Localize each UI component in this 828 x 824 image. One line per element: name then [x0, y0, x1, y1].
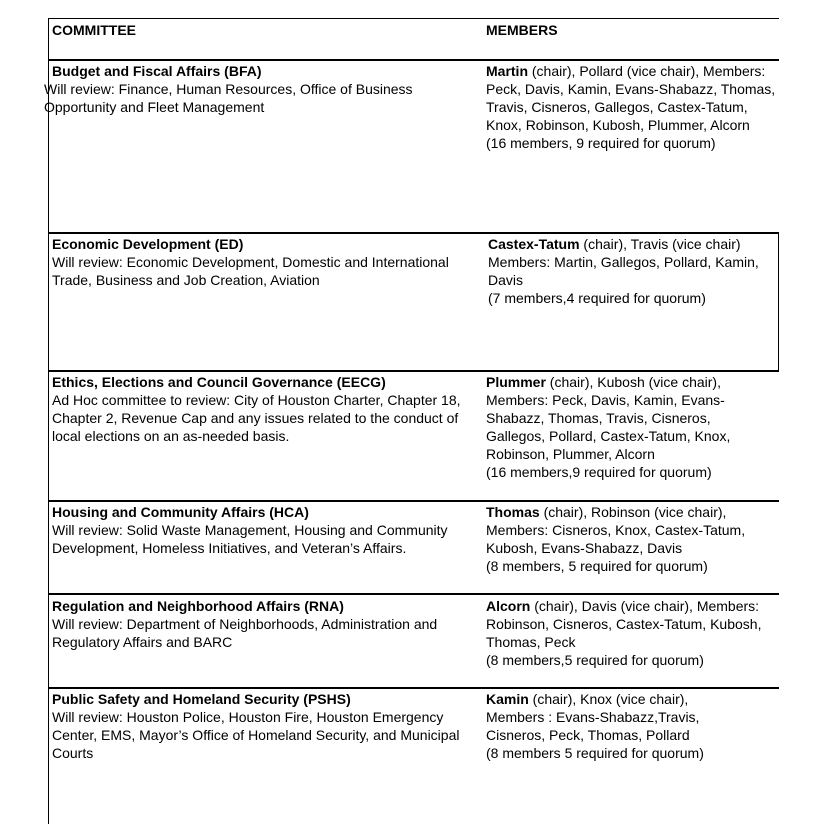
committee-title: Regulation and Neighborhood Affairs (RNA) — [52, 598, 344, 614]
row-divider-3 — [48, 500, 779, 502]
committee-review: Ad Hoc committee to review: City of Houston Charter, Chapter 18, Chapter 2, Revenue Cap and any issues related to the conduct of local elections on an as-needed basis. — [52, 392, 461, 444]
row-divider-5 — [48, 687, 779, 689]
quorum-text: (8 members 5 required for quorum) — [486, 745, 704, 761]
committee-review: Will review: Economic Development, Domestic and International Trade, Business and Job Creation, Aviation — [52, 254, 449, 288]
committee-review: Will review: Houston Police, Houston Fire, Houston Emergency Center, EMS, Mayor’s Office of Homeland Security, and Municipal Courts — [52, 709, 460, 761]
header-members: MEMBERS — [486, 22, 558, 38]
members-list: (chair), Kubosh (vice chair), Members: Peck, Davis, Kamin, Evans-Shabazz, Thomas, Travis, Cisneros, Gallegos, Pollard, Castex-Tatum, Knox, Robinson, Plummer, Alcorn — [486, 374, 731, 462]
committee-rna — [52, 597, 472, 651]
chair-name: Castex-Tatum — [488, 236, 580, 252]
members-pshs — [486, 690, 736, 762]
header-committee: COMMITTEE — [52, 22, 136, 38]
chair-name: Thomas — [486, 504, 540, 520]
members-ed — [488, 235, 778, 307]
chair-name: Kamin — [486, 691, 529, 707]
committee-title: Economic Development (ED) — [52, 236, 244, 252]
quorum-text: (16 members, 9 required for quorum) — [486, 135, 716, 151]
row-divider-1 — [48, 232, 779, 234]
row-divider-2 — [48, 370, 779, 372]
chair-name: Plummer — [486, 374, 546, 390]
committee-title: Budget and Fiscal Affairs (BFA) — [52, 63, 262, 79]
quorum-text: (16 members,9 required for quorum) — [486, 464, 712, 480]
committee-hca — [52, 503, 480, 557]
committee-eecg — [52, 373, 472, 445]
committee-ed — [52, 235, 480, 289]
chair-name: Alcorn — [486, 598, 531, 614]
committee-title: Ethics, Elections and Council Governance (EECG) — [52, 374, 386, 390]
members-hca — [486, 503, 786, 575]
members-bfa — [486, 62, 786, 152]
members-eecg — [486, 373, 756, 481]
chair-name: Martin — [486, 63, 528, 79]
row-divider-4 — [48, 593, 779, 595]
committee-review-line2: Opportunity and Fleet Management — [44, 99, 265, 115]
header-divider — [48, 59, 779, 61]
committee-review: Will review: Department of Neighborhoods, Administration and Regulatory Affairs and BARC — [52, 616, 438, 650]
committee-title: Public Safety and Homeland Security (PSHS) — [52, 691, 351, 707]
quorum-text: (8 members,5 required for quorum) — [486, 652, 704, 668]
committee-review: Will review: Solid Waste Management, Housing and Community Development, Homeless Initiatives, and Veteran’s Affairs. — [52, 522, 448, 556]
committee-review-line1: Will review: Finance, Human Resources, Office of Business — [44, 81, 413, 97]
members-list: (chair), Knox (vice chair), Members : Evans-Shabazz,Travis, Cisneros, Peck, Thomas, Pollard — [486, 691, 700, 743]
members-list: (chair), Davis (vice chair), Members: Robinson, Cisneros, Castex-Tatum, Kubosh, Thomas, Peck — [486, 598, 762, 650]
table-left-border — [48, 18, 49, 824]
members-list: (chair), Pollard (vice chair), Members: Peck, Davis, Kamin, Evans-Shabazz, Thomas, Travis, Cisneros, Gallegos, Castex-Tatum, Knox, Robinson, Kubosh, Plummer, Alcorn — [486, 63, 776, 133]
members-list: (chair), Travis (vice chair) Members: Martin, Gallegos, Pollard, Kamin, Davis — [488, 236, 759, 288]
committee-pshs — [52, 690, 476, 762]
table-top-border — [48, 18, 779, 19]
members-list: (chair), Robinson (vice chair), Members: Cisneros, Knox, Castex-Tatum, Kubosh, Evans-Shabazz, Davis — [486, 504, 746, 556]
members-rna — [486, 597, 786, 669]
quorum-text: (7 members,4 required for quorum) — [488, 290, 706, 306]
committee-bfa — [44, 62, 480, 116]
quorum-text: (8 members, 5 required for quorum) — [486, 558, 708, 574]
ed-row-right-border — [778, 232, 779, 371]
committee-title: Housing and Community Affairs (HCA) — [52, 504, 309, 520]
